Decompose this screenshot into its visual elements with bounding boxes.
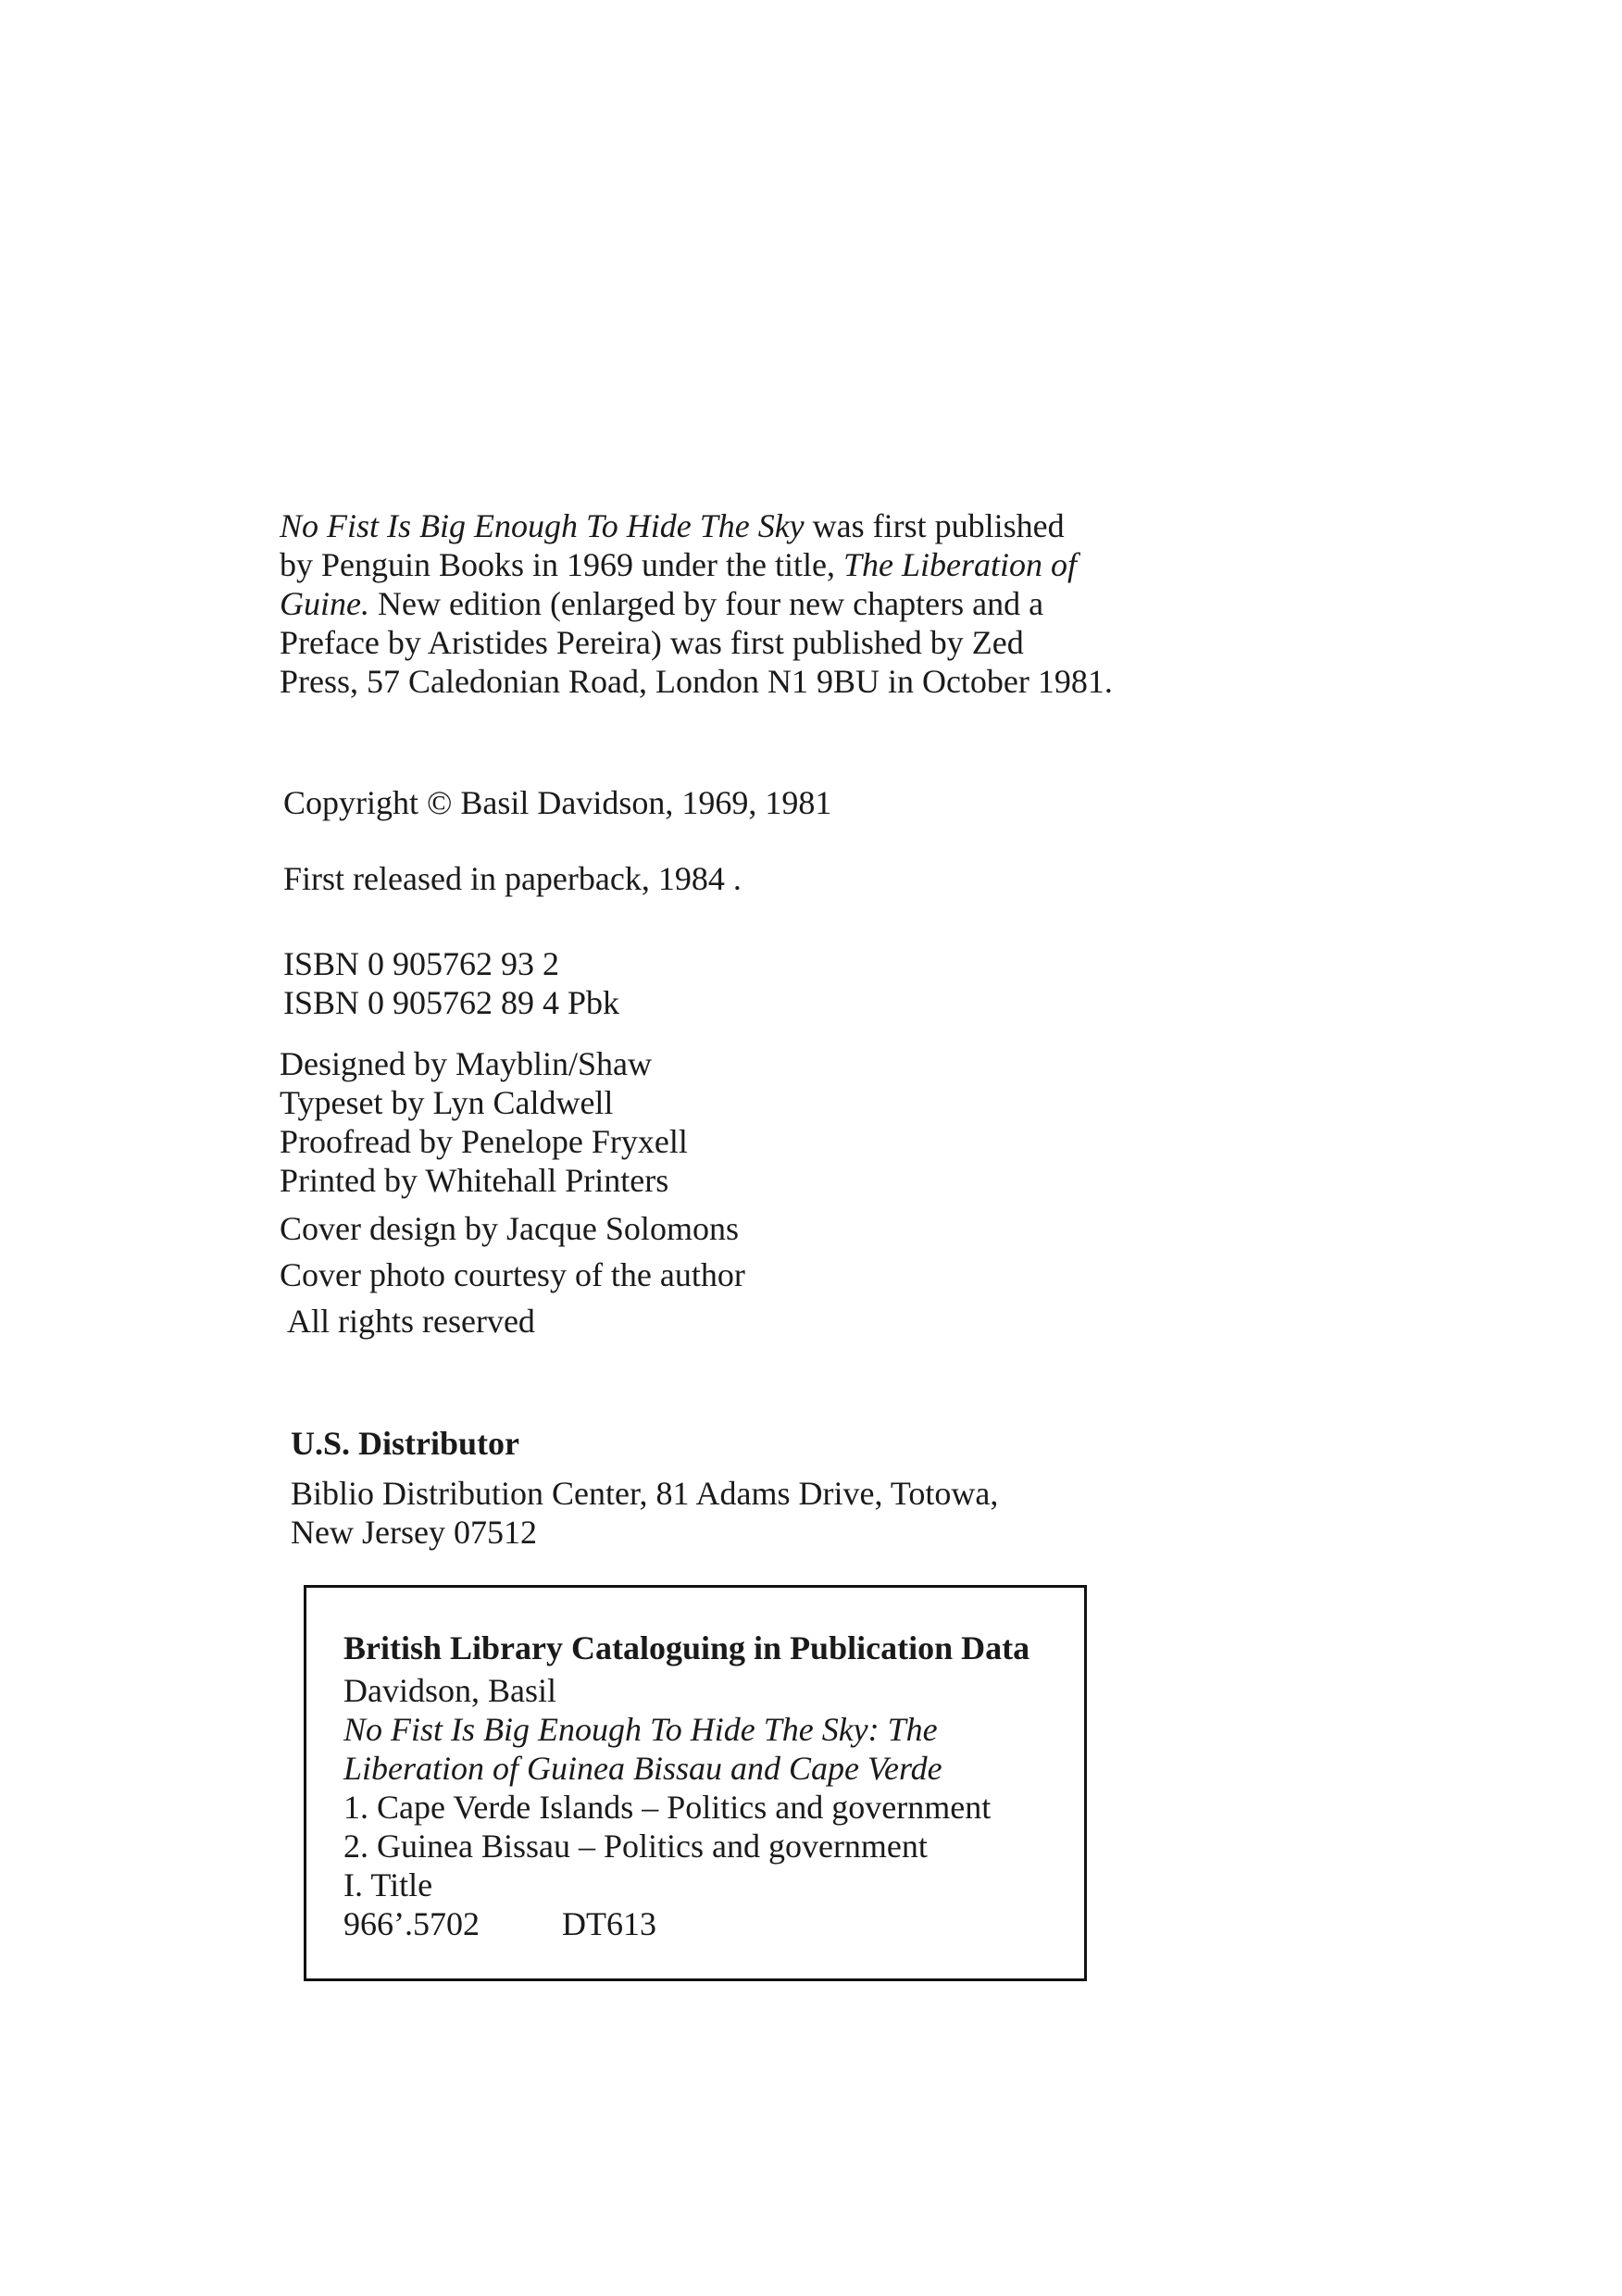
credits: [280, 1044, 745, 1341]
isbn-hardback: ISBN 0 905762 93 2: [283, 945, 560, 982]
cataloguing-box: [304, 1585, 1087, 1981]
cataloguing-title-1: No Fist Is Big Enough To Hide The Sky: The: [343, 1711, 938, 1748]
credit-designed: Designed by Mayblin/Shaw: [280, 1045, 652, 1082]
cataloguing-subject-2: 2. Guinea Bissau – Politics and government: [343, 1828, 928, 1865]
credit-typeset: Typeset by Lyn Caldwell: [280, 1084, 614, 1121]
pub-note-line-1: No Fist Is Big Enough To Hide The Sky was first published: [280, 507, 1065, 544]
pub-note-line-4: Preface by Aristides Pereira) was first published by Zed: [280, 624, 1024, 661]
classification-row: [343, 1904, 1029, 1943]
cataloguing-author: Davidson, Basil: [343, 1672, 556, 1709]
copyright-line: Copyright © Basil Davidson, 1969, 1981: [283, 784, 832, 821]
us-distributor-address-1: Biblio Distribution Center, 81 Adams Drive, Totowa,: [291, 1475, 999, 1512]
us-distributor-heading: U.S. Distributor: [291, 1425, 520, 1462]
original-title: The Liberation of: [842, 546, 1077, 583]
cataloguing-subject-1: 1. Cape Verde Islands – Politics and government: [343, 1789, 992, 1826]
cataloguing-title-2: Liberation of Guinea Bissau and Cape Verde: [343, 1750, 942, 1787]
cataloguing-heading: British Library Cataloguing in Publication Data: [343, 1629, 1030, 1666]
original-title-continued: Guine.: [280, 585, 369, 622]
pub-note-line-5: Press, 57 Caledonian Road, London N1 9BU in October 1981.: [280, 663, 1113, 700]
credit-cover-design: Cover design by Jacque Solomons: [280, 1210, 739, 1247]
cataloguing-title-entry: I. Title: [343, 1866, 433, 1903]
pub-note-line-2: by Penguin Books in 1969 under the title, The Liberation of: [280, 546, 1077, 583]
publication-note: [280, 506, 1113, 701]
dewey-number: 966’.5702: [343, 1905, 480, 1942]
cataloguing-content: [343, 1628, 1029, 1943]
rights-reserved: All rights reserved: [287, 1303, 535, 1340]
isbn-paperback: ISBN 0 905762 89 4 Pbk: [283, 984, 620, 1021]
lc-class-number: DT613: [562, 1905, 656, 1942]
paperback-line: First released in paperback, 1984 .: [283, 860, 742, 897]
us-distributor: [291, 1424, 998, 1552]
isbn-list: [283, 944, 619, 1022]
us-distributor-address-2: New Jersey 07512: [291, 1514, 537, 1551]
credit-proofread: Proofread by Penelope Fryxell: [280, 1123, 688, 1160]
credit-cover-photo: Cover photo courtesy of the author: [280, 1256, 745, 1293]
book-title: No Fist Is Big Enough To Hide The Sky: [280, 507, 805, 544]
credit-printed: Printed by Whitehall Printers: [280, 1162, 669, 1199]
pub-note-line-3: Guine. New edition (enlarged by four new chapters and a: [280, 585, 1044, 622]
